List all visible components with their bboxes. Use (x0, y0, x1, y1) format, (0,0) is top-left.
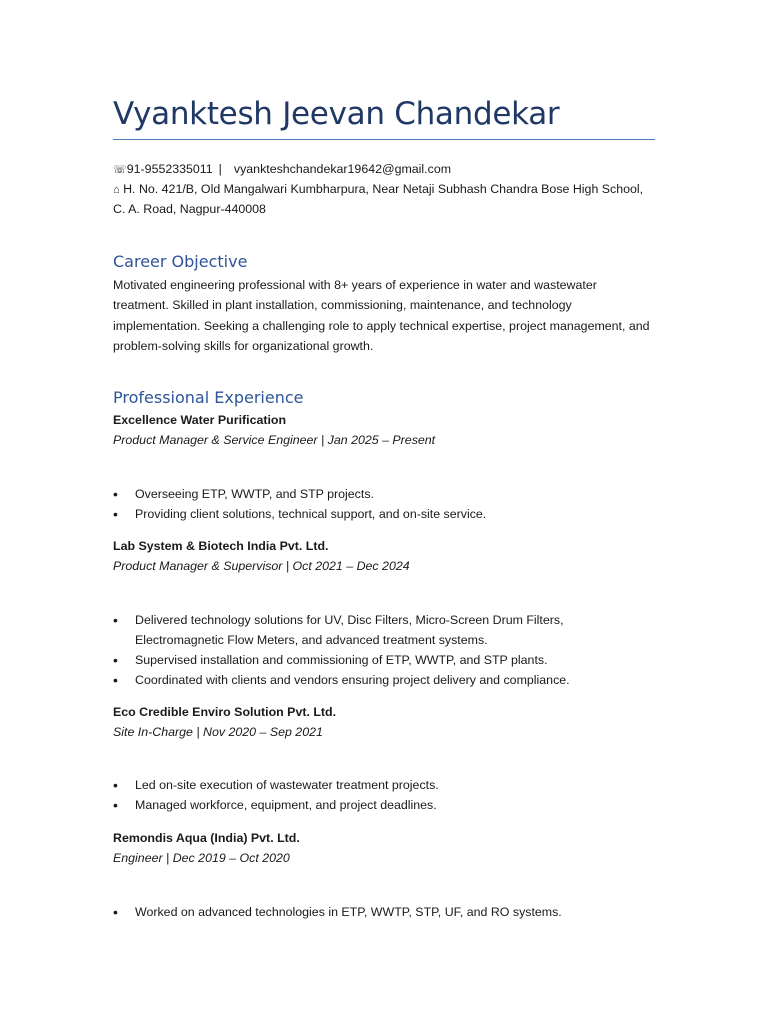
list-item: • Overseeing ETP, WWTP, and STP projects. (113, 484, 655, 504)
candidate-name: Vyanktesh Jeevan Chandekar (113, 96, 560, 132)
job-company: Excellence Water Purification (113, 413, 287, 427)
job-bullets (113, 610, 655, 690)
list-item: • Supervised installation and commissioning of ETP, WWTP, and STP plants. (113, 650, 655, 670)
objective-text: Motivated engineering professional with 8+ years of experience in water and wastewater treatment. Skilled in plant installation, commissioning, maintenance, and technology implementation. Seeking a challenging role to apply technical expertise, project management, and problem-solving skills for organizational growth. (113, 278, 650, 353)
job-bullets (113, 902, 655, 922)
list-item: • Providing client solutions, technical support, and on-site service. (113, 504, 655, 524)
job-role: Engineer | Dec 2019 – Oct 2020 (113, 851, 290, 865)
job-company: Lab System & Biotech India Pvt. Ltd. (113, 539, 329, 553)
contact-line (113, 159, 451, 180)
job-company: Remondis Aqua (India) Pvt. Ltd. (113, 831, 300, 845)
job-role: Product Manager & Supervisor | Oct 2021 – Dec 2024 (113, 559, 410, 573)
job-bullets (113, 775, 655, 815)
list-item: • Led on-site execution of wastewater treatment projects. (113, 775, 655, 795)
address-text-1: H. No. 421/B, Old Mangalwari Kumbharpura, Near Netaji Subhash Chandra Bose High School, (123, 182, 644, 196)
contact-separator: | (218, 162, 222, 176)
job-company: Eco Credible Enviro Solution Pvt. Ltd. (113, 705, 337, 719)
list-item: • Coordinated with clients and vendors ensuring project delivery and compliance. (113, 670, 655, 690)
job-role: Site In-Charge | Nov 2020 – Sep 2021 (113, 725, 323, 739)
job-bullets (113, 484, 655, 524)
section-heading-objective: Career Objective (113, 252, 248, 271)
phone-number: 91-9552335011 (126, 162, 213, 176)
section-heading-experience: Professional Experience (113, 388, 304, 407)
name-divider (113, 139, 655, 140)
list-item: • Delivered technology solutions for UV, Disc Filters, Micro-Screen Drum Filters, Electromagnetic Flow Meters, and advanced treatment systems. (113, 610, 655, 650)
address-line-1 (113, 179, 643, 200)
job-role: Product Manager & Service Engineer | Jan 2025 – Present (113, 433, 436, 447)
list-item: • Managed workforce, equipment, and project deadlines. (113, 795, 655, 815)
address-line-2: C. A. Road, Nagpur-440008 (113, 202, 266, 216)
email-address: vyankteshchandekar19642@gmail.com (233, 162, 452, 176)
home-icon: ⌂ (113, 184, 120, 196)
list-item: • Worked on advanced technologies in ETP, WWTP, STP, UF, and RO systems. (113, 902, 655, 922)
phone-icon: ☏ (113, 164, 127, 176)
